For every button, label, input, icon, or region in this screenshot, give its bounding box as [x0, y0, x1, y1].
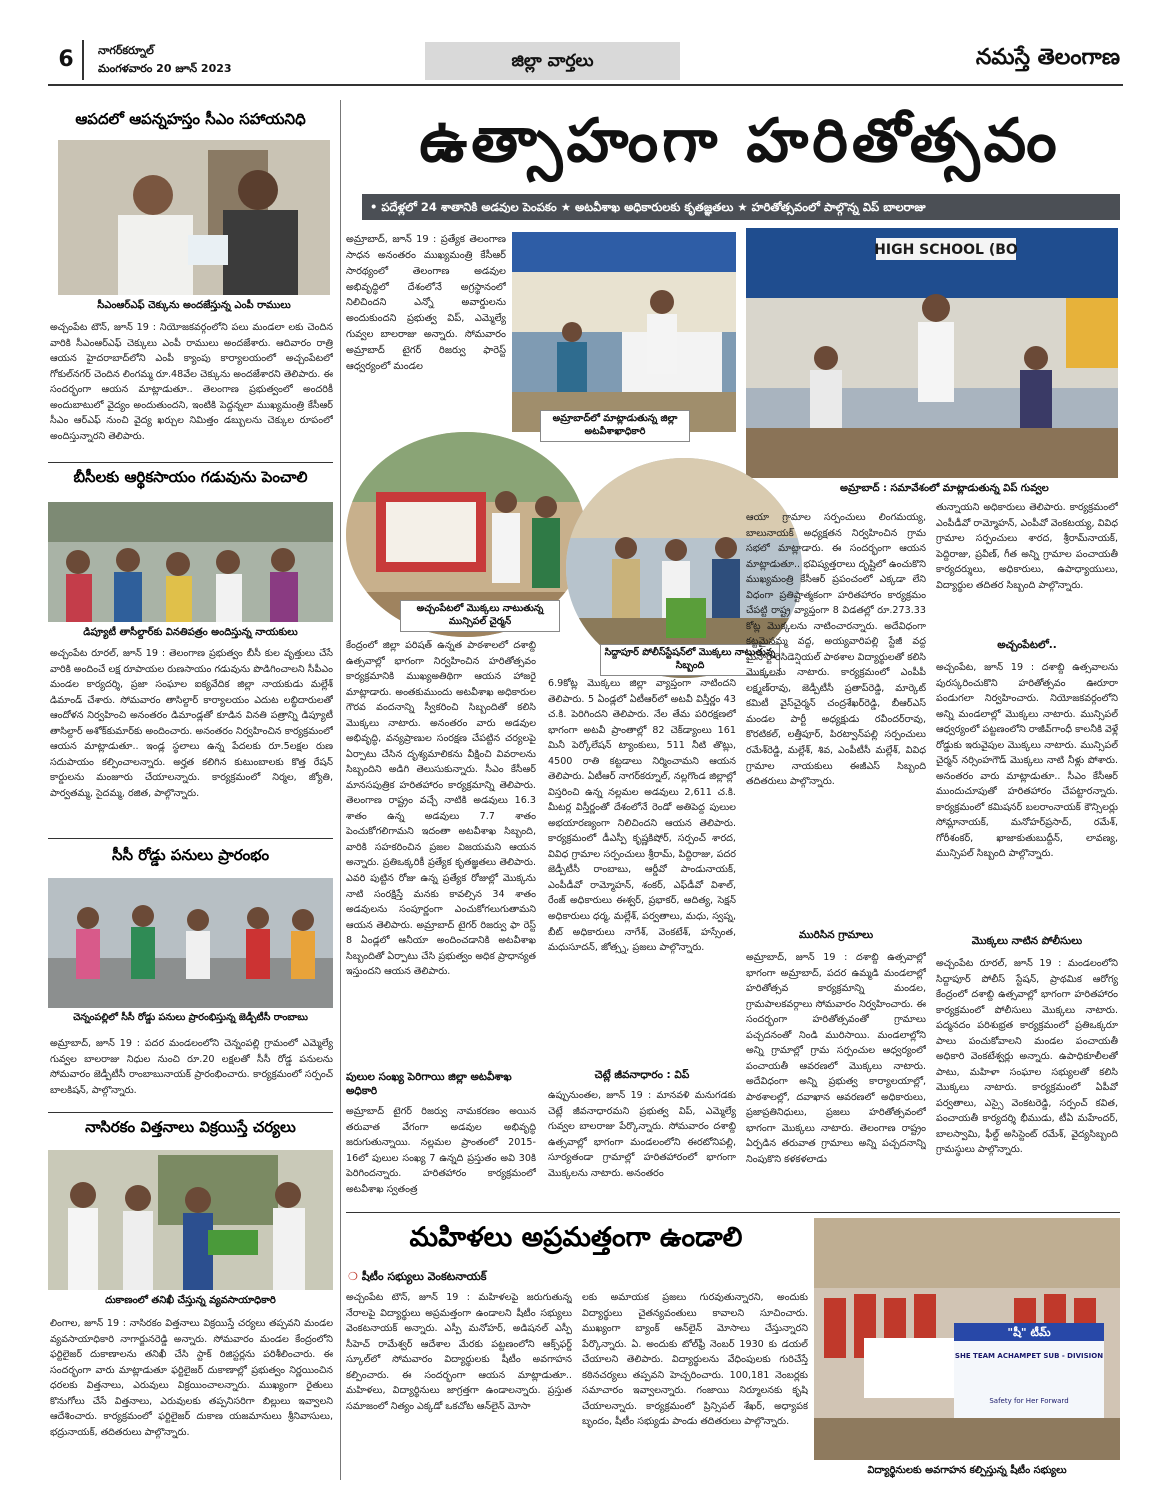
- story4-headline: నాసిరకం విత్తనాలు విక్రయిస్తే చర్యలు: [85, 1118, 296, 1136]
- story2-body: అచ్చంపేట రూరల్, జూన్ 19 : తెలంగాణ ప్రభుత్వం బీసీ కుల వృత్తులు చేసే వారికి అందించే లక్ష రూపాయల రుణసాయం గడువును పొడిగించాలని సీపీఎం మండల కార్యదర్శి, ప్రజా సంఘాల ఐక్యవేదిక జిల్లా నాయకుడు మల్లేశ్ డిమాండ్ చేశారు. సోమవారం తాసిల్దార్ కార్యాలయం ఎదుట లబ్ధిదారులతో ఆందోళన నిర్వహించి అనంతరం డిమాండ్లతో కూడిన వినతి పత్రాన్ని డిప్యూటీ తాసిల్దార్ అశోక్‌కుమార్‌కు అందించారు. అనంతరం నిర్వహించిన కార్యక్రమంలో ఆయన మాట్లాడుతూ.. ఇండ్ల స్థలాలు ఉన్న పేదలకు రూ.5లక్షల రుణ సదుపాయం కల్పించాలన్నారు. అర్హత కలిగిన కుటుంబాలకు కొత్త రేషన్ కార్డులను మంజూరు చేయాలన్నారు. కార్యక్రమంలో నిర్మల, జ్యోతి, పార్వతమ్మ, సైదమ్మ, రజిత, పాల్గొన్నారు.: [50, 648, 333, 799]
- edition-date: మంగళవారం 20 జూన్ 2023: [98, 62, 232, 75]
- banner-tagline: Safety for Her Forward: [989, 1397, 1069, 1405]
- story4-caption: దుకాణంలో తనిఖీ చేస్తున్న వ్యవసాయాధికారి: [105, 1295, 276, 1306]
- story1-photo: [58, 140, 330, 295]
- women-kicker-wrap: [348, 1270, 808, 1286]
- story-divider: [48, 838, 333, 839]
- section-divider: [346, 1212, 1120, 1213]
- women-col2: లకు అమాయక ప్రజలు గురవుతున్నారని, అందుకు విద్యార్థులు చైతన్యవంతులు కావాలని సూచించారు. ముఖ్యంగా బ్యాంక్ ఆన్‌లైన్ మోసాలు చేస్తున్నారని పేర్కొన్నారు. ఏ. అందుకు టోల్‌ఫ్రీ నెంబర్ 1930 కు డయల్ చేయాలని తెలిపారు. విద్యార్థులను వేధింపులకు గురిచేస్తే కఠినచర్యలు తప్పవని హెచ్చరించారు. 100,181 నెంబర్లకు సమాచారం ఇవ్వాలన్నారు. గంజాయి నిర్మూలనకు కృషి చేయాలన్నారు. కార్యక్రమంలో ప్రిన్సిపల్ శేఖర్, అధ్యాపక బృందం, షీటీం సభ్యుడు పాండు తదితరులు పాల్గొన్నారు.: [582, 1292, 808, 1428]
- main-col2-bottom: ఉప్పునుంతల, జూన్ 19 : మానవళి మనుగడకు చెట్లే జీవనాధారమని ప్రభుత్వ విప్, ఎమ్మెల్యే గువ్వల బాలరాజు పేర్కొన్నారు. సోమవారం దశాబ్ది ఉత్సవాల్లో భాగంగా మండలంలోని ఈరటోనిపల్లి, సూర్యతండా గ్రామాల్లో హరితహారంలో భాగంగా మొక్కలను నాటారు. అనంతరం: [548, 1090, 736, 1179]
- photo4-caption: సిద్దాపూర్ పోలీస్‌స్టేషన్‌లో మొక్కలు నాటుతున్న సిబ్బంది: [600, 644, 780, 676]
- photo-she-team: [814, 1218, 1120, 1460]
- photo2-caption: అమ్రాబాద్ : సమావేశంలో మాట్లాడుతున్న విప్ గువ్వల: [840, 483, 1049, 494]
- story1-caption: సీఎంఆర్‌ఎఫ్ చెక్కును అందజేస్తున్న ఎంపీ రాములు: [97, 300, 291, 311]
- main-col3-bottom: అమ్రాబాద్, జూన్ 19 : దశాబ్ది ఉత్సవాల్లో భాగంగా అమ్రాబాద్, పదర ఉమ్మడి మండలాల్లో హరితోత్సవ కార్యక్రమాన్ని మండల, గ్రామపాలకవర్గాలు సోమవారం నిర్వహించారు. ఈ సందర్భంగా హరితోత్సవంతో గ్రామాలు పచ్చదనంతో నిండి మురిసాయి. మండలాల్లోని అన్ని గ్రామాల్లో గ్రామ సర్పంచుల ఆధ్వర్యంలో పంచాయతీ ఆవరణలో మొక్కలు నాటారు. అదేవిధంగా అన్ని ప్రభుత్వ కార్యాలయాల్లో, పాఠశాలల్లో, దవాఖాన ఆవరణలో అధికారులు, ప్రజాప్రతినిధులు, ప్రజలు హరితోత్సవంలో భాగంగా మొక్కలు నాటారు. తెలంగాణ రాష్ట్రం ఏర్పడిన తరువాత గ్రామాలు అన్ని పచ్చదనాన్ని నింపుకొని కళకళలాడు: [746, 952, 926, 1165]
- main-col1-top: కేంద్రంలో జిల్లా పరిషత్ ఉన్నత పాఠశాలలో దశాబ్ది ఉత్సవాల్లో భాగంగా నిర్వహించిన హరితోత్సవం కార్యక్రమానికి ముఖ్యఅతిథిగా ఆయన హాజరై మాట్లాడారు. అంతకుముందు అటవీశాఖ అధికారుల గౌరవ వందనాన్ని స్వీకరించి సిబ్బందితో కలిసి మొక్కలు నాటారు. అనంతరం వారు అడవుల అభివృద్ధి, వన్యప్రాణుల సంరక్షణ చేపట్టిన చర్యలపై ఏర్పాటు చేసిన దృశ్యమాలికను వీక్షించి వివరాలను సిబ్బందిని అడిగి తెలుసుకున్నారు. సీఎం కేసీఆర్ మానసపుత్రిక హరితహారం కార్యక్రమాన్ని తెలిపారు. తెలంగాణ రాష్ట్రం వచ్చే నాటికి అడవులు 16.3 శాతం ఉన్న అడవులు 7.7 శాతం పెంచుకోగలిగామని ఇదంతా అటవీశాఖ సిబ్బంది, వారికి సహకరించిన ప్రజల విజయమని ఆయన అన్నారు. ప్రతిఒక్కరికీ ప్రత్యేక కృతజ్ఞతలు తెలిపారు. ఎవరి పుట్టిన రోజు ఉన్న ప్రత్యేక రోజుల్లో మొక్కను నాటి సంరక్షిస్తే మనకు కావల్సిన 34 శాతం అడవులను సంపూర్ణంగా ఎంచుకోగలుగుతామని ఆయన తెలిపారు. అమ్రాబాద్ టైగర్ రిజర్వు ఫా రెస్ట్ 8 ఏండ్లలో ఆనీయా అందించడానికి అటవీశాఖ సిబ్బందితో ఏర్పాటు చేసి ప్రభుత్వం అధిక ప్రాధాన్యత ఇస్తుందని ఆయన తెలిపారు.: [346, 640, 536, 978]
- women-photo-caption: విద్యార్థినులకు అవగాహన కల్పిస్తున్న షీటీం సభ్యులు: [867, 1465, 1067, 1476]
- story-divider: [48, 462, 333, 463]
- section-title: జిల్లా వార్తలు: [425, 42, 680, 80]
- main-deck: • పదేళ్లలో 24 శాతానికి అడవుల పెంపకం ★ అటవీశాఖ అధికారులకు కృతజ్ఞతలు ★ హరితోత్సవంలో పాల్గొన్న విప్ బాలరాజు: [362, 194, 1120, 220]
- main-col1-subhead: పులుల సంఖ్య పెరిగాయి జిల్లా అటవీశాఖ అధికారి: [346, 1071, 512, 1098]
- main-col4-mid: అచ్చంపేట, జూన్ 19 : దశాబ్ది ఉత్సవాలను పురస్కరించుకొని హరితోత్సవం ఊరూరా పండుగలా నిర్వహించారు. నియోజకవర్గంలోని అన్ని మండలాల్లో మొక్కలు నాటారు. మున్సిపల్ ఆధ్వర్యంలో పట్టణంలోని రాజీవ్‌గాంధీ కాలనీకి వెళ్లే రోడ్డుకు ఇరువైపుల మొక్కలు నాటారు. మున్సిపల్ చైర్మన్ నర్సింహగౌడ్ మొక్కలు నాటి నీళ్లు పోశారు. అనంతరం వారు మాట్లాడుతూ.. సీఎం కేసీఆర్ ముందుచూపుతో హరితహారం చేపట్టారన్నారు. కార్యక్రమంలో కమిషనర్ బలరాంనాయక్ కౌన్సిలర్లు సోమ్లానాయక్, మనోహర్‌ప్రసాద్, రమేశ్, గోరీశంకర్, ఖాజాకుతుబుద్దీన్, లావణ్య, మున్సిపల్ సిబ్బంది పాల్గొన్నారు.: [936, 662, 1118, 860]
- story3-body: అమ్రాబాద్, జూన్ 19 : పదర మండలంలోని చెన్నంపల్లి గ్రామంలో ఎమ్మెల్యే గువ్వల బాలరాజు నిధుల నుంచి రూ.20 లక్షలతో సీసీ రోడ్డ పనులను సోమవారం జెడ్పీటీసీ రాంబాబునాయక్ ప్రారంభించారు. కార్యక్రమంలో సర్పంచ్ బాలకిషన్, పాల్గొన్నారు.: [50, 1038, 333, 1096]
- story1-body: అచ్చంపేట టౌన్, జూన్ 19 : నియోజకవర్గంలోని పలు మండలా లకు చెందిన వారికి సీఎంఆర్‌ఎఫ్ చెక్కులు ఎంపీ రాములు అందజేశారు. ఆదివారం రాత్రి ఆయన హైదరాబాద్‌లోని ఎంపీ క్యాంపు కార్యాలయంలో అచ్చంపేటలో గోకుల్‌నగర్ చెందిన లింగమ్మ రూ.48వేల చెక్కును అందజేశారని తెలిపారు. ఈ సందర్భంగా ఆయన మాట్లాడుతూ.. తెలంగాణ ప్రభుత్వంలో అందరికీ అందుబాటులో వైద్యం అందుతుందని, ఇంటికి పెద్దన్నలా ముఖ్యమంత్రి కేసీఆర్ సీఎం ఆర్‌ఎఫ్ నుంచి వైద్య ఖర్చుల నిమిత్తం డబ్బులను చెక్కుల రూపంలో అందిస్తున్నారని తెలిపారు.: [50, 322, 333, 442]
- column-divider: [340, 100, 341, 1480]
- story3-photo: [48, 878, 333, 1008]
- story2-headline: బీసీలకు ఆర్థికసాయం గడువును పెంచాలి: [73, 468, 308, 486]
- story-divider: [48, 1112, 333, 1113]
- main-col2-top: 6.9కోట్ల మొక్కలు జిల్లా వ్యాప్తంగా నాటిందని తెలిపారు. 5 ఏండ్లలో ఏటీఆర్‌లో అటవీ విస్తీర్ణం 43 చ.కి. పెరిగిందని తెలిపారు. నేల తేమ పరిరక్షణలో భాగంగా అటవీ ప్రాంతాల్లో 82 చెక్‌డ్యాంలు 161 మినీ పెర్కోలేషన్ ట్యాంకులు, 511 నీటి తొట్లు, 4500 రాతి కట్టడాలు నిర్మించామని ఆయన తెలిపారు. ఏటీఆర్ నాగర్‌కర్నూల్, నల్లగొండ జిల్లాల్లో విస్తరించి ఉన్న నల్లమల అడవులు 2,611 చ.కి. మీటర్ల విస్తీర్ణంతో దేశంలోనే రెండో అతిపెద్ద పులుల అభయారణ్యంగా నిలిచిందని ఆయన తెలిపారు. కార్యక్రమంలో డీఎస్పీ కృష్ణకిషోర్, సర్పంచ్ శారద, వివిధ గ్రామాల సర్పంచులు శ్రీరామ్, పిద్దిరాజు, పదర జెడ్పీటీసీ రాంబాబు, ఆర్డీవో పాండునాయక్, ఎంపీడీవో రామ్మోహన్, శంకర్, ఎఫ్‌డీవో విశాల్, రేంజ్ అధికారులు ఈశ్వర్, ప్రభాకర్, ఆదిత్య, సెక్షన్ అధికారులు ధర్మ, మల్లేశ్, పర్వతాలు, మధు, స్వప్న, బీట్ అధికారులు నాగేశ్, వెంకటేశ్, హస్సేంత, మధుసూదన్, జోత్స్న, ప్రజలు పాల్గొన్నారు.: [548, 678, 736, 954]
- page-number: 6: [50, 40, 84, 80]
- women-headline: మహిళలు అప్రమత్తంగా ఉండాలి: [409, 1222, 743, 1253]
- story2-photo: [48, 502, 333, 622]
- main-col4-subhead1: అచ్చంపేటలో..: [997, 639, 1057, 651]
- header-rule: [48, 84, 1123, 86]
- kicker-bullet-icon: ❍: [348, 1270, 358, 1283]
- main-col2-subhead: చెట్లే జీవనాధారం : విప్: [594, 1069, 690, 1081]
- main-col3-subhead: మురిసిన గ్రామాలు: [798, 929, 874, 941]
- photo1-caption: అమ్రాబాద్‌లో మాట్లాడుతున్న జిల్లా అటవీశాఖాధికారి: [540, 410, 690, 442]
- story4-body: లింగాల, జూన్ 19 : నాసిరకం విత్తనాలు విక్రయిస్తే చర్యలు తప్పవని మండల వ్యవసాయాధికారి నాగార్జునరెడ్డి అన్నారు. సోమవారం మండల కేంద్రంలోని ఫర్టిలైజర్ దుకాణాలను తనిఖీ చేసి స్టాక్ రిజిస్టర్లను పరిశీలించారు. ఈ సందర్భంగా వారు మాట్లాడుతూ ఫర్టిలైజర్ దుకాణాల్లో ప్రభుత్వం నిర్ణయించిన ధరలకు విత్తనాలు, ఎరువులు విక్రయించాలన్నారు. ముఖ్యంగా రైతులు కొనుగోలు చేసే విత్తనాలు, ఎరువులకు తప్పనిసరిగా బిల్లులు ఇవ్వాలని ఆదేశించారు. కార్యక్రమంలో ఫర్టిలైజర్ దుకాణ యజమానులు శ్రీనివాసులు, భద్రునాయక్, తదితరులు పాల్గొన్నారు.: [50, 1318, 333, 1438]
- main-col4-bottom: అచ్చంపేట రూరల్, జూన్ 19 : మండలంలోని సిద్దాపూర్ పోలీస్ స్టేషన్, ప్రాథమిక ఆరోగ్య కేంద్రంలో దశాబ్ది ఉత్సవాల్లో భాగంగా హరితహారం కార్యక్రమంలో పోలీసులు మొక్కలు నాటారు. పద్మనదం పరిశుభ్రత కార్యక్రమంలో ప్రతిఒక్కరూ పాలు పంచుకోవాలని మండల పంచాయతీ అధికారి వెంకటేశ్వర్లు అన్నారు. ఉపాధికూలీలతో పాటు, మహిళా సంఘాల సభ్యులతో కలిసి మొక్కలు నాటారు. కార్యక్రమంలో ఏపీవో పర్వతాలు, ఎస్సై వెంకటరెడ్డి, సర్పంచ్ కవిత, పంచాయతీ కార్యదర్శి భీముడు, టీఏ మహేందర్, బాలస్వామి, ఫీల్డ్ అసిస్టెంట్ రమేశ్, వైద్యసిబ్బంది గ్రామస్థులు పాల్గొన్నారు.: [936, 958, 1118, 1156]
- photo-whip-speaking: [746, 228, 1118, 478]
- banner-title: "షీ" టీమ్: [1007, 1326, 1051, 1339]
- photo-forest-officer: [512, 232, 736, 432]
- story4-photo: [48, 1150, 333, 1290]
- masthead: నమస్తే తెలంగాణ: [975, 44, 1120, 70]
- main-col1-bottom: అమ్రాబాద్ టైగర్ రిజర్వు నామకరణం అయిన తరువాత వేగంగా అడవుల అభివృద్ధి జరుగుతున్నాయి. నల్లమల ప్రాంతంలో 2015-16లో పులుల సంఖ్య 7 ఉన్నది ప్రస్తుతం అవి 30కి పెరిగిందన్నారు. హరితహారం కార్యక్రమంలో అటవీశాఖ స్వతంత్ర: [346, 1106, 536, 1195]
- main-col3-top: ఆయా గ్రామాల సర్పంచులు లింగమయ్య, బాలునాయక్ అధ్యక్షతన నిర్వహించిన గ్రామ సభలో మాట్లాడారు. ఈ సందర్భంగా ఆయన మాట్లాడుతూ.. భవిష్యత్తరాలు దృష్టిలో ఉంచుకొని ముఖ్యమంత్రి కేసీఆర్ ప్రపంచంలో ఎక్కడా లేని విధంగా ప్రతిష్టాత్మకంగా హరితహారం కార్యక్రమం చేపట్టి రాష్ట్ర వ్యాప్తంగా 8 విడతల్లో రూ.273.33 కోట్ల మొక్కలను నాటించారన్నారు. అదేవిధంగా కట్టమైసమ్మ వద్ద, అయ్యవారిపల్లి స్టేజీ వద్ద మైనార్టీ రెసిడెన్షియల్ పాఠశాల విద్యార్థులతో కలిసి మొక్కలను నాటారు. కార్యక్రమంలో ఎంపీపీ లక్ష్మణ్‌రావు, జెడ్పీటీసీ ప్రతాప్‌రెడ్డి, మార్కెట్ కమిటీ వైస్‌చైర్మన్ చంద్రశేఖర్‌రెడ్డి, బీఆర్‌ఎస్ మండల పార్టీ అధ్యక్షుడు రవీందర్‌రావు, కొరటికల్, లత్తీపూర్, పిరట్వాన్‌పల్లి సర్పంచులు రమేశ్‌రెడ్డి, మల్లేశ్, శివ, ఎంపీటీసీ మల్లేశ్, వివిధ గ్రామాల నాయకులు ఈజీఎస్ సిబ్బంది తదితరులు పాల్గొన్నారు.: [746, 512, 926, 788]
- story3-caption: చెన్నంపల్లిలో సీసీ రోడ్డు పనులు ప్రారంభిస్తున్న జెడ్పీటీసీ రాంబాబు: [73, 1012, 308, 1023]
- main-headline: ఉత్సాహంగా హరితోత్సవం: [419, 106, 1061, 176]
- women-col1: అచ్చంపేట టౌన్, జూన్ 19 : మహిళలపై జరుగుతున్న నేరాలపై విద్యార్థులు అప్రమత్తంగా ఉండాలని షీటీం సభ్యులు వెంకటనాయక్ అన్నారు. ఎస్పీ మనోహర్, అడిషనల్ ఎస్పీ సీహెచ్ రామేశ్వర్ ఆదేశాల మేరకు పట్టణంలోని ఆక్స్‌ఫర్డ్ స్కూల్‌లో సోమవారం విద్యార్థులకు షీటీం అవగాహన కల్పించారు. ఈ సందర్భంగా ఆయన మాట్లాడుతూ.. మహిళలు, విద్యార్థినులు జాగ్రత్తగా ఉండాలన్నారు. ప్రస్తుత సమాజంలో నిత్యం ఎక్కడో ఒకచోట ఆన్‌లైన్ మోసా: [346, 1292, 572, 1412]
- main-col4-top: తున్నాయని అధికారులు తెలిపారు. కార్యక్రమంలో ఎంపీడీవో రామ్మోహన్, ఎంపీవో వెంకటయ్య, వివిధ గ్రామాల సర్పంచులు శారద, శ్రీరామ్‌నాయక్, పెద్దిరాజు, ప్రవీణ్, గీత అన్ని గ్రామాల పంచాయతీ కార్యదర్శులు, అధికారులు, ఉపాధ్యాయులు, విద్యార్థుల తదితర సిబ్బంది పాల్గొన్నారు.: [936, 502, 1118, 591]
- photo3-caption: అచ్చంపేటలో మొక్కలు నాటుతున్న మున్సిపల్ చైర్మన్: [400, 600, 560, 632]
- main-col4-subhead2: మొక్కలు నాటిన పోలీసులు: [971, 935, 1083, 947]
- women-kicker: షీటీం సభ్యులు వెంకటనాయక్: [361, 1270, 487, 1283]
- photo2-school-sign: HIGH SCHOOL (BO: [874, 242, 1018, 258]
- story3-headline: సీసీ రోడ్డు పనులు ప్రారంభం: [111, 846, 270, 864]
- main-lead-text: అమ్రాబాద్, జూన్ 19 : ప్రత్యేక తెలంగాణ సాధన అనంతరం ముఖ్యమంత్రి కేసీఆర్ సారథ్యంలో తెలంగాణ అడవుల అభివృద్ధిలో దేశంలోనే అగ్రస్థానంలో నిలిచిందని ఎన్నో అవార్డులను అందుకుందని ప్రభుత్వ విప్, ఎమ్మెల్యే గువ్వల బాలరాజు అన్నారు. సోమవారం అమ్రాబాద్ టైగర్ రిజర్వు ఫారెస్ట్ ఆధ్వర్యంలో మండల: [346, 234, 506, 372]
- story1-headline: ఆపదలో ఆపన్నహస్తం సీఎం సహాయనిధి: [75, 110, 306, 128]
- story2-caption: డిప్యూటీ తాసీల్దార్‌కు వినతిపత్రం అందిస్తున్న నాయకులు: [83, 627, 298, 638]
- banner-subtitle: SHE TEAM ACHAMPET SUB - DIVISION: [954, 1352, 1104, 1360]
- edition-city: నాగర్‌కర్నూల్: [98, 44, 154, 57]
